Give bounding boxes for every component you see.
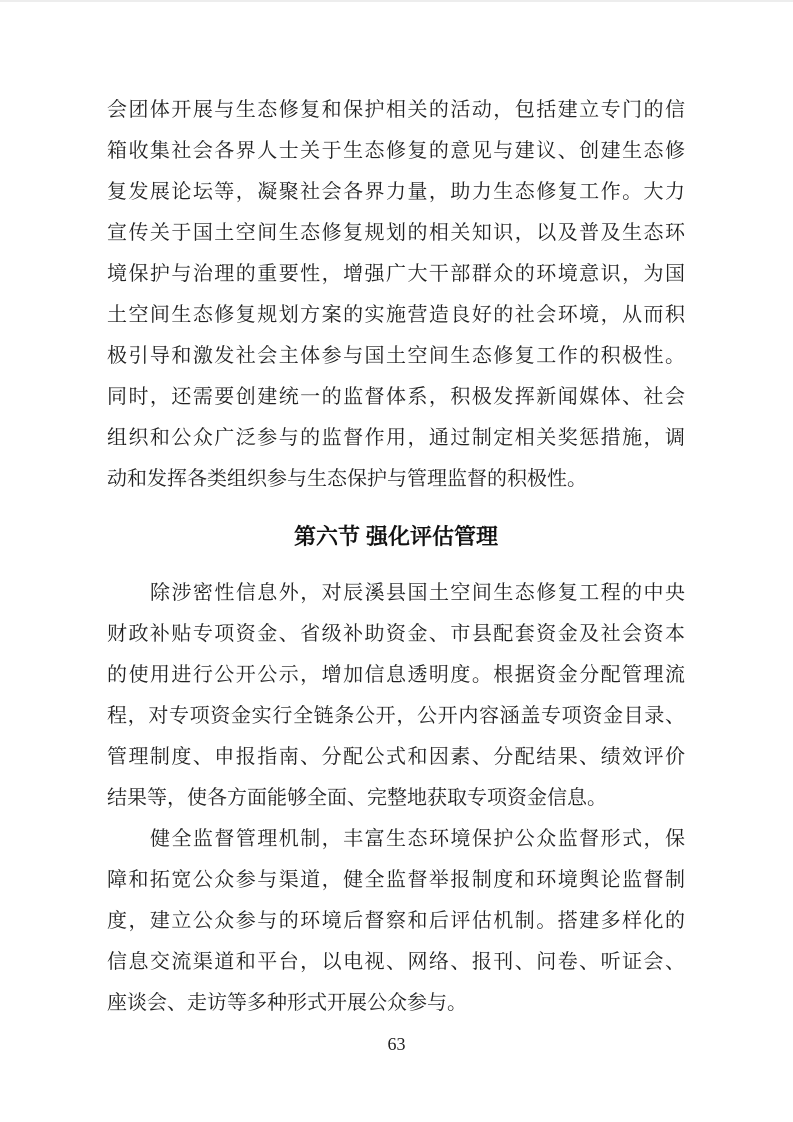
text-line: 箱收集社会各界人士关于生态修复的意见与建议、创建生态修 xyxy=(107,140,685,162)
page-number: 63 xyxy=(387,1034,406,1054)
paragraph-continuation xyxy=(107,90,685,500)
text-line: 境保护与治理的重要性，增强广大干部群众的环境意识，为国 xyxy=(107,263,685,285)
text-line: 的使用进行公开公示，增加信息透明度。根据资金分配管理流 xyxy=(107,664,685,686)
text-line: 土空间生态修复规划方案的实施营造良好的社会环境，从而积 xyxy=(107,304,685,326)
text-line: 度，建立公众参与的环境后督察和后评估机制。搭建多样化的 xyxy=(107,910,685,932)
text-line: 程，对专项资金实行全链条公开，公开内容涵盖专项资金目录、 xyxy=(107,705,685,727)
text-line: 管理制度、申报指南、分配公式和因素、分配结果、绩效评价 xyxy=(107,746,685,768)
text-line: 会团体开展与生态修复和保护相关的活动，包括建立专门的信 xyxy=(107,99,685,121)
text-line: 结果等，使各方面能够全面、完整地获取专项资金信息。 xyxy=(107,787,607,809)
text-line: 信息交流渠道和平台，以电视、网络、报刊、问卷、听证会、 xyxy=(107,951,685,973)
text-line: 组织和公众广泛参与的监督作用，通过制定相关奖惩措施，调 xyxy=(107,427,685,449)
section-heading: 第六节 强化评估管理 xyxy=(293,524,499,549)
text-line: 座谈会、走访等多种形式开展公众参与。 xyxy=(107,992,467,1014)
text-line: 动和发挥各类组织参与生态保护与管理监督的积极性。 xyxy=(107,468,587,490)
text-line: 障和拓宽公众参与渠道，健全监督举报制度和环境舆论监督制 xyxy=(107,869,685,891)
text-line: 健全监督管理机制，丰富生态环境保护公众监督形式，保 xyxy=(150,828,685,850)
paragraph-public-supervision xyxy=(107,819,685,1024)
text-line: 同时，还需要创建统一的监督体系，积极发挥新闻媒体、社会 xyxy=(107,386,685,408)
body-text xyxy=(107,90,685,1024)
text-line: 复发展论坛等，凝聚社会各界力量，助力生态修复工作。大力 xyxy=(107,181,685,203)
paragraph-funds-disclosure xyxy=(107,573,685,819)
text-line: 除涉密性信息外，对辰溪县国土空间生态修复工程的中央 xyxy=(150,582,685,604)
text-line: 财政补贴专项资金、省级补助资金、市县配套资金及社会资本 xyxy=(107,623,685,645)
text-line: 极引导和激发社会主体参与国土空间生态修复工作的积极性。 xyxy=(107,345,685,367)
text-line: 宣传关于国土空间生态修复规划的相关知识，以及普及生态环 xyxy=(107,222,685,244)
